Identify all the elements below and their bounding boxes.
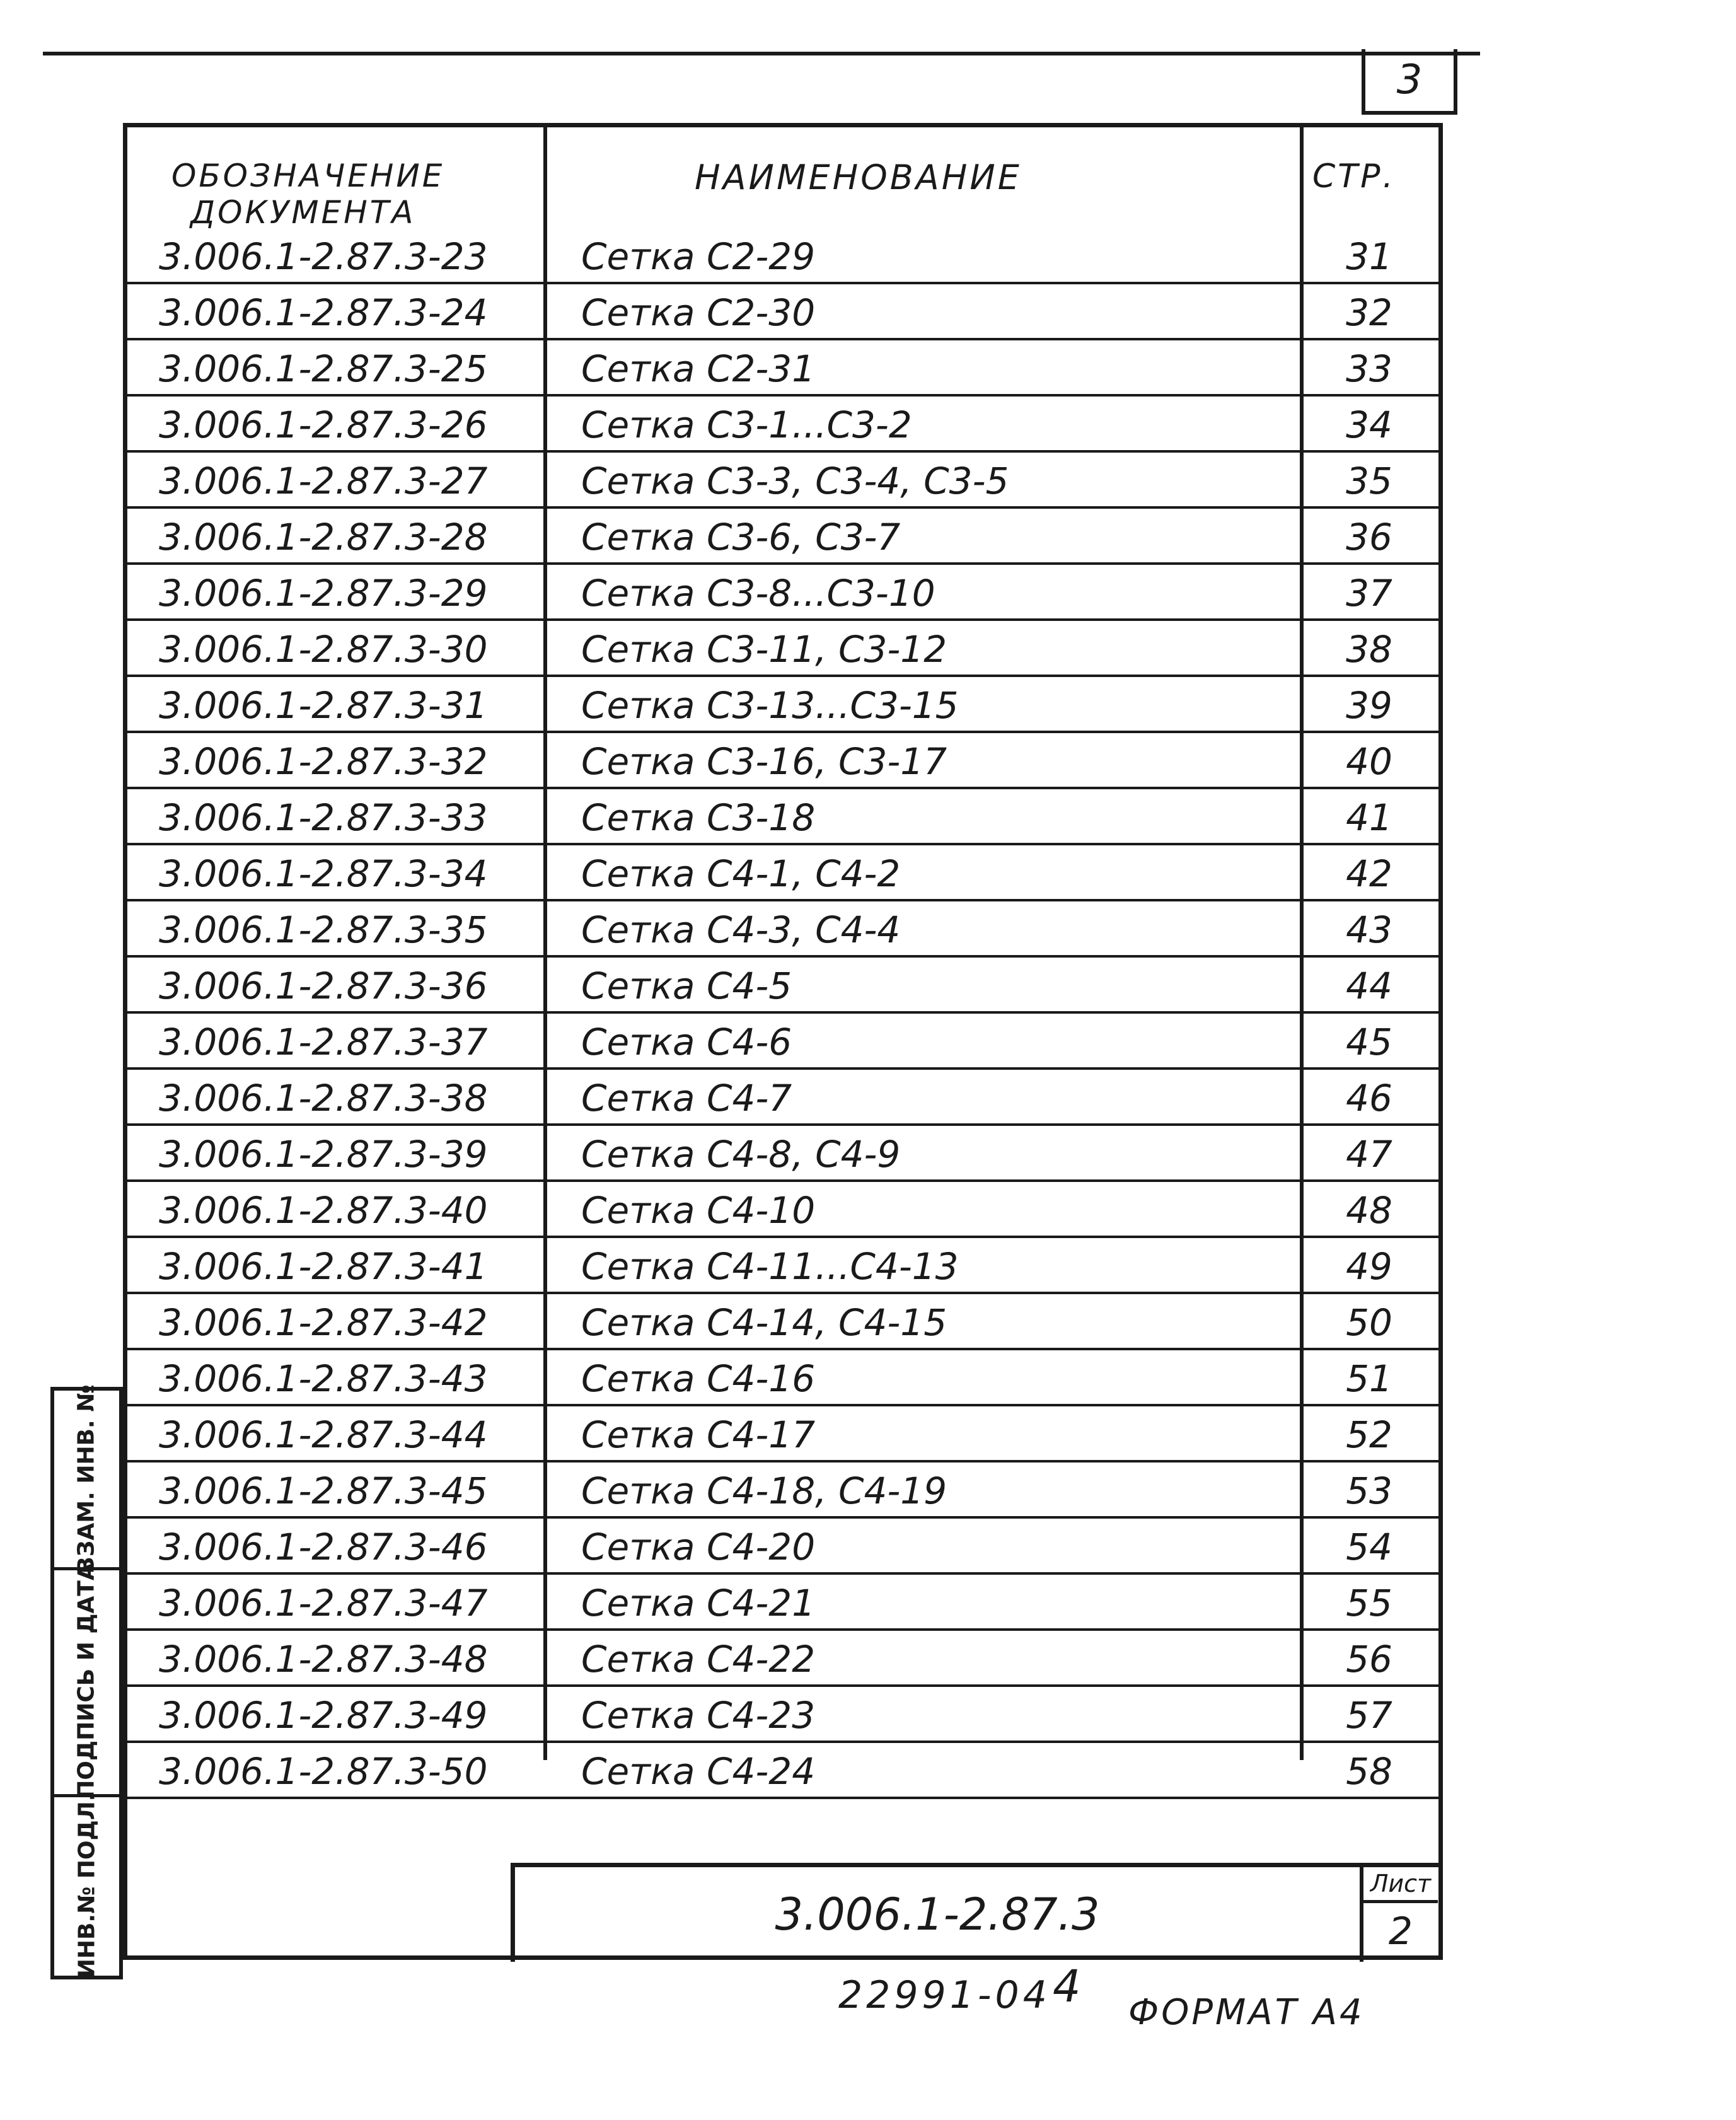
- table-row: [127, 1238, 1438, 1294]
- page-number-box: [1362, 49, 1457, 115]
- table-row: [127, 1631, 1438, 1687]
- margin-replace-inv: ВЗАМ. ИНВ. №: [54, 1391, 119, 1570]
- row-name: Сетка С2-31: [581, 347, 816, 390]
- page-number: 3: [1396, 57, 1423, 103]
- row-name: Сетка С4-24: [581, 1749, 816, 1793]
- table-row: [127, 1406, 1438, 1463]
- row-name: Сетка С3-16, С3-17: [581, 739, 947, 783]
- row-name: Сетка С4-5: [581, 964, 792, 1007]
- row-page: 47: [1346, 1132, 1392, 1176]
- row-name: Сетка С3-3, С3-4, С3-5: [581, 459, 1009, 502]
- row-code: 3.006.1-2.87.3-45: [159, 1469, 488, 1512]
- row-code: 3.006.1-2.87.3-49: [159, 1693, 488, 1737]
- row-page: 42: [1346, 852, 1392, 895]
- document-frame: [123, 123, 1443, 1960]
- table-row: [127, 1575, 1438, 1631]
- row-page: 51: [1346, 1357, 1392, 1400]
- row-code: 3.006.1-2.87.3-36: [159, 964, 488, 1007]
- table-row: [127, 1126, 1438, 1182]
- row-code: 3.006.1-2.87.3-24: [159, 291, 488, 334]
- row-page: 31: [1346, 235, 1392, 278]
- row-page: 57: [1346, 1693, 1392, 1737]
- header-page: СТР.: [1312, 158, 1396, 195]
- table-row: [127, 228, 1438, 284]
- row-name: Сетка С4-11...С4-13: [581, 1244, 959, 1288]
- table-row: [127, 1743, 1438, 1799]
- table-row: [127, 621, 1438, 677]
- row-code: 3.006.1-2.87.3-46: [159, 1525, 488, 1568]
- row-page: 46: [1346, 1076, 1392, 1120]
- row-code: 3.006.1-2.87.3-43: [159, 1357, 488, 1400]
- row-page: 34: [1346, 403, 1392, 446]
- row-name: Сетка С4-6: [581, 1020, 792, 1063]
- row-name: Сетка С4-16: [581, 1357, 816, 1400]
- row-code: 3.006.1-2.87.3-28: [159, 515, 488, 559]
- row-page: 36: [1346, 515, 1392, 559]
- row-page: 54: [1346, 1525, 1392, 1568]
- row-page: 33: [1346, 347, 1392, 390]
- row-page: 39: [1346, 683, 1392, 727]
- table-row: [127, 1294, 1438, 1350]
- row-name: Сетка С3-11, С3-12: [581, 627, 947, 671]
- row-page: 44: [1346, 964, 1392, 1007]
- row-page: 43: [1346, 908, 1392, 951]
- margin-inv-orig: ИНВ.№ ПОДЛ.: [74, 1792, 100, 1978]
- contents-table: [127, 228, 1438, 1799]
- row-code: 3.006.1-2.87.3-34: [159, 852, 488, 895]
- row-page: 58: [1346, 1749, 1392, 1793]
- binding-margin: [50, 1384, 123, 1979]
- row-name: Сетка С4-7: [581, 1076, 792, 1120]
- row-name: Сетка С4-3, С4-4: [581, 908, 901, 951]
- table-row: [127, 340, 1438, 397]
- row-page: 56: [1346, 1637, 1392, 1681]
- table-row: [127, 1687, 1438, 1743]
- title-block: [511, 1863, 1438, 1962]
- row-name: Сетка С4-18, С4-19: [581, 1469, 947, 1512]
- row-name: Сетка С3-1...С3-2: [581, 403, 912, 446]
- table-row: [127, 789, 1438, 845]
- row-page: 41: [1346, 796, 1392, 839]
- table-row: [127, 1070, 1438, 1126]
- title-block-code: 3.006.1-2.87.3: [775, 1889, 1100, 1940]
- row-code: 3.006.1-2.87.3-44: [159, 1413, 488, 1456]
- table-row: [127, 677, 1438, 733]
- top-rule: [43, 52, 1480, 55]
- table-row: [127, 845, 1438, 901]
- row-page: 55: [1346, 1581, 1392, 1625]
- table-row: [127, 1519, 1438, 1575]
- table-row: [127, 565, 1438, 621]
- row-code: 3.006.1-2.87.3-26: [159, 403, 488, 446]
- sheet-label: Лист: [1363, 1867, 1438, 1903]
- table-row: [127, 1182, 1438, 1238]
- row-name: Сетка С3-18: [581, 796, 816, 839]
- row-page: 38: [1346, 627, 1392, 671]
- row-code: 3.006.1-2.87.3-33: [159, 796, 488, 839]
- row-page: 48: [1346, 1188, 1392, 1232]
- row-page: 52: [1346, 1413, 1392, 1456]
- table-row: [127, 453, 1438, 509]
- row-code: 3.006.1-2.87.3-39: [159, 1132, 488, 1176]
- row-name: Сетка С4-1, С4-2: [581, 852, 901, 895]
- row-name: Сетка С4-10: [581, 1188, 816, 1232]
- row-name: Сетка С4-14, С4-15: [581, 1300, 947, 1344]
- header-designation-line1: ОБОЗНАЧЕНИЕ: [171, 158, 445, 194]
- row-name: Сетка С3-8...С3-10: [581, 571, 935, 615]
- row-name: Сетка С4-20: [581, 1525, 816, 1568]
- table-row: [127, 1463, 1438, 1519]
- header-name: НАИМЕНОВАНИЕ: [695, 158, 1022, 197]
- row-name: Сетка С3-13...С3-15: [581, 683, 959, 727]
- row-name: Сетка С4-17: [581, 1413, 816, 1456]
- row-code: 3.006.1-2.87.3-29: [159, 571, 488, 615]
- row-name: Сетка С3-6, С3-7: [581, 515, 901, 559]
- table-row: [127, 284, 1438, 340]
- row-page: 35: [1346, 459, 1392, 502]
- table-row: [127, 397, 1438, 453]
- row-code: 3.006.1-2.87.3-25: [159, 347, 488, 390]
- title-block-sheet: [1360, 1867, 1438, 1962]
- row-page: 45: [1346, 1020, 1392, 1063]
- row-page: 53: [1346, 1469, 1392, 1512]
- table-row: [127, 1014, 1438, 1070]
- row-code: 3.006.1-2.87.3-31: [159, 683, 488, 727]
- row-code: 3.006.1-2.87.3-30: [159, 627, 488, 671]
- row-page: 50: [1346, 1300, 1392, 1344]
- row-name: Сетка С4-22: [581, 1637, 816, 1681]
- table-row: [127, 958, 1438, 1014]
- row-code: 3.006.1-2.87.3-48: [159, 1637, 488, 1681]
- footer-small-number: 4: [1053, 1961, 1081, 2012]
- row-code: 3.006.1-2.87.3-47: [159, 1581, 488, 1625]
- table-row: [127, 901, 1438, 958]
- row-name: Сетка С2-30: [581, 291, 816, 334]
- row-name: Сетка С4-8, С4-9: [581, 1132, 901, 1176]
- row-page: 32: [1346, 291, 1392, 334]
- margin-signature-date: ПОДПИСЬ И ДАТА: [54, 1567, 119, 1797]
- row-page: 49: [1346, 1244, 1392, 1288]
- row-code: 3.006.1-2.87.3-41: [159, 1244, 488, 1288]
- row-code: 3.006.1-2.87.3-50: [159, 1749, 488, 1793]
- row-code: 3.006.1-2.87.3-32: [159, 739, 488, 783]
- row-code: 3.006.1-2.87.3-37: [159, 1020, 488, 1063]
- row-name: Сетка С4-23: [581, 1693, 816, 1737]
- row-name: Сетка С4-21: [581, 1581, 816, 1625]
- row-code: 3.006.1-2.87.3-27: [159, 459, 488, 502]
- row-code: 3.006.1-2.87.3-23: [159, 235, 488, 278]
- row-code: 3.006.1-2.87.3-42: [159, 1300, 488, 1344]
- footer-archive-number: 22991-04: [838, 1973, 1051, 2017]
- row-name: Сетка С2-29: [581, 235, 816, 278]
- table-row: [127, 1350, 1438, 1406]
- row-code: 3.006.1-2.87.3-38: [159, 1076, 488, 1120]
- table-row: [127, 733, 1438, 789]
- footer-format: ФОРМАТ А4: [1128, 1992, 1365, 2033]
- table-row: [127, 509, 1438, 565]
- row-code: 3.006.1-2.87.3-40: [159, 1188, 488, 1232]
- sheet-number: 2: [1388, 1909, 1413, 1954]
- row-page: 37: [1346, 571, 1392, 615]
- row-page: 40: [1346, 739, 1392, 783]
- row-code: 3.006.1-2.87.3-35: [159, 908, 488, 951]
- header-designation-line2: ДОКУМЕНТА: [190, 194, 416, 231]
